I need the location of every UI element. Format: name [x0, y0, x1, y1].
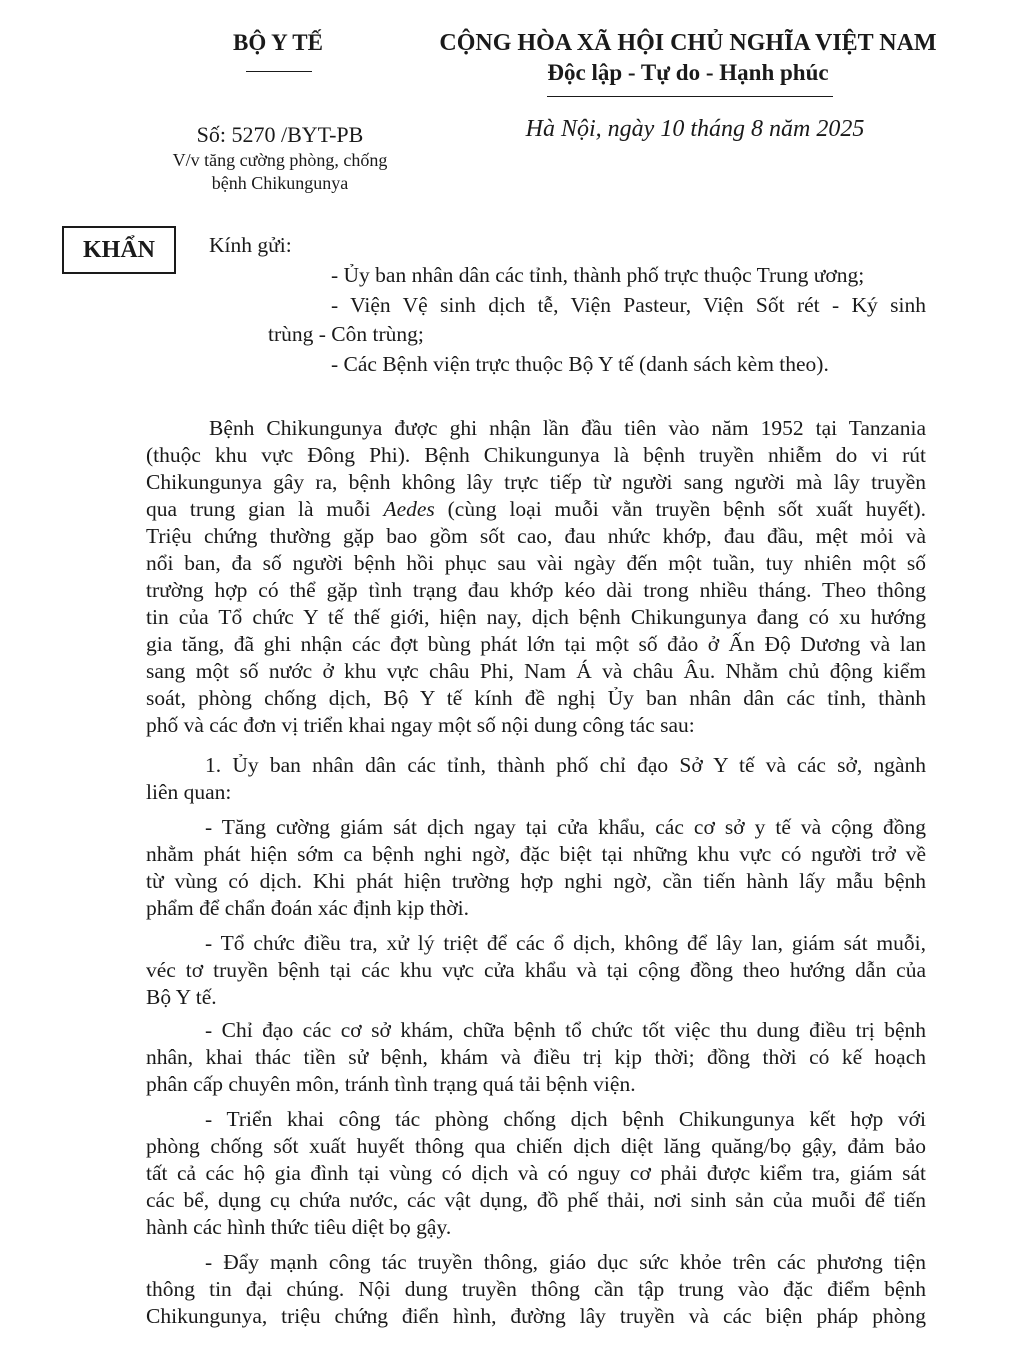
agency-underline — [246, 71, 312, 72]
recipient-2: - Viện Vệ sinh dịch tễ, Viện Pasteur, Viện Sốt rét - Ký sinh — [331, 293, 926, 317]
national-title: CỘNG HÒA XÃ HỘI CHỦ NGHĨA VIỆT NAM — [439, 30, 937, 56]
paragraph-line: sang một số nước ở khu vực châu Phi, Nam Á và châu Âu. Nhằm chủ động kiểm — [146, 659, 926, 683]
subject-line-2: bệnh Chikungunya — [211, 173, 349, 193]
paragraph-line: gia tăng, đã ghi nhận các đợt bùng phát lớn tại một số đảo ở Ấn Độ Dương và lan — [146, 632, 926, 656]
place-and-date: Hà Nội, ngày 10 tháng 8 năm 2025 — [525, 116, 865, 142]
national-motto: Độc lập - Tự do - Hạnh phúc — [547, 60, 829, 85]
bullet-1-line: - Tăng cường giám sát dịch ngay tại cửa khẩu, các cơ sở y tế và cộng đồng — [205, 815, 926, 839]
bullet-2-line: - Tổ chức điều tra, xử lý triệt để các ổ dịch, không để lây lan, giám sát muỗi, — [205, 931, 926, 955]
paragraph-line: Triệu chứng thường gặp bao gồm sốt cao, đau nhức khớp, đau đầu, mệt mỏi và — [146, 524, 926, 548]
item-1-line: liên quan: — [146, 780, 232, 804]
recipient-3: - Các Bệnh viện trực thuộc Bộ Y tế (danh sách kèm theo). — [331, 352, 829, 376]
paragraph-line: tin của Tổ chức Y tế thế giới, hiện nay, dịch bệnh Chikungunya đang có xu hướng — [146, 605, 926, 629]
greeting: Kính gửi: — [209, 233, 292, 257]
bullet-1-line: phẩm để chẩn đoán xác định kịp thời. — [146, 896, 470, 920]
recipient-2-cont: trùng - Côn trùng; — [268, 322, 424, 346]
paragraph-line: trường hợp có thể gặp tình trạng đau khớp kéo dài trong nhiều tháng. Theo thông — [146, 578, 926, 602]
bullet-4-line: phòng chống sốt xuất huyết thông qua chiến dịch diệt lăng quăng/bọ gậy, đảm bảo — [146, 1134, 926, 1158]
subject-line-1: V/v tăng cường phòng, chống — [172, 150, 388, 170]
motto-underline — [547, 96, 833, 97]
paragraph-line — [146, 496, 926, 523]
bullet-3-line: - Chỉ đạo các cơ sở khám, chữa bệnh tổ chức tốt việc thu dung điều trị bệnh — [205, 1018, 926, 1042]
bullet-2-line: véc tơ truyền bệnh tại các khu vực cửa khẩu và tại cộng đồng theo hướng dẫn của — [146, 958, 926, 982]
paragraph-line: (thuộc khu vực Đông Phi). Bệnh Chikungunya là bệnh truyền nhiễm do vi rút — [146, 443, 926, 467]
bullet-4-line: - Triển khai công tác phòng chống dịch bệnh Chikungunya kết hợp với — [205, 1107, 926, 1131]
bullet-1-line: nhằm phát hiện sớm ca bệnh nghi ngờ, đặc biệt tại những khu vực có người trở về — [146, 842, 926, 866]
bullet-5-line: Chikungunya, triệu chứng điển hình, đường lây truyền và các biện pháp phòng — [146, 1304, 926, 1328]
document-number: Số: 5270 /BYT-PB — [196, 122, 364, 147]
bullet-4-line: tất cả các hộ gia đình tại vùng có dịch và có nguy cơ phải được kiểm tra, giám sát — [146, 1161, 926, 1185]
issuing-agency: BỘ Y TẾ — [233, 30, 323, 55]
bullet-4-line: các bể, dụng cụ chứa nước, các vật dụng, đồ phế thải, nơi sinh sản của muỗi để tiến — [146, 1188, 926, 1212]
bullet-3-line: phân cấp chuyên môn, tránh tình trạng quá tải bệnh viện. — [146, 1072, 636, 1096]
paragraph-line: Bệnh Chikungunya được ghi nhận lần đầu tiên vào năm 1952 tại Tanzania — [209, 416, 926, 440]
bullet-3-line: nhân, khai thác tiền sử bệnh, khám và điều trị kịp thời; đồng thời có kế hoạch — [146, 1045, 926, 1069]
recipient-1: - Ủy ban nhân dân các tỉnh, thành phố trực thuộc Trung ương; — [331, 263, 865, 287]
paragraph-line: soát, phòng chống dịch, Bộ Y tế kính đề nghị Ủy ban nhân dân các tỉnh, thành — [146, 686, 926, 710]
text-segment: qua trung gian là muỗi — [146, 497, 371, 521]
item-1-line: 1. Ủy ban nhân dân các tỉnh, thành phố chỉ đạo Sở Y tế và các sở, ngành — [205, 753, 926, 777]
urgent-stamp: KHẨN — [62, 226, 176, 274]
italic-term: Aedes — [383, 497, 435, 521]
bullet-4-line: hành các hình thức tiêu diệt bọ gậy. — [146, 1215, 452, 1239]
bullet-1-line: từ vùng có dịch. Khi phát hiện trường hợp nghi ngờ, cần tiến hành lấy mẫu bệnh — [146, 869, 926, 893]
paragraph-line: Chikungunya gây ra, bệnh không lây trực tiếp từ người sang người mà lây truyền — [146, 470, 926, 494]
bullet-2-line: Bộ Y tế. — [146, 985, 217, 1009]
bullet-5-line: - Đẩy mạnh công tác truyền thông, giáo dục sức khỏe trên các phương tiện — [205, 1250, 926, 1274]
paragraph-line: phố và các đơn vị triển khai ngay một số nội dung công tác sau: — [146, 713, 695, 737]
text-segment: (cùng loại muỗi vằn truyền bệnh sốt xuất huyết). — [447, 497, 927, 521]
paragraph-line: nổi ban, đa số người bệnh hồi phục sau vài ngày đến một tuần, tuy nhiên một số — [146, 551, 926, 575]
bullet-5-line: thông tin đại chúng. Nội dung truyền thông cần tập trung vào đặc điểm bệnh — [146, 1277, 926, 1301]
